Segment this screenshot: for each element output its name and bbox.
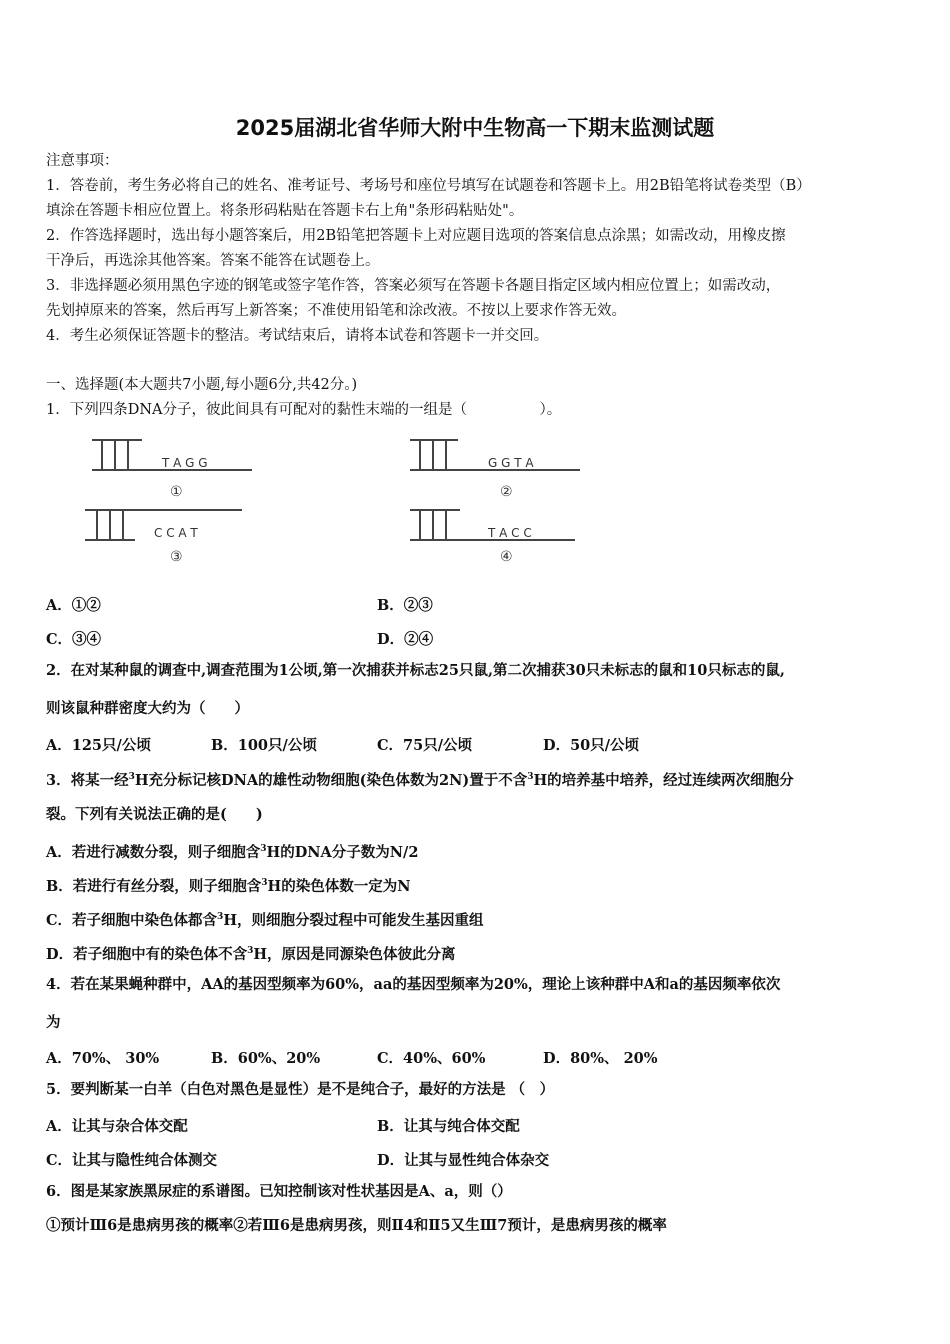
question-2-stem-cont: 则该鼠种群密度大约为（ ） — [46, 700, 249, 717]
q1-option-d[interactable]: D．②④ — [377, 631, 434, 648]
q3-option-b[interactable]: B．若进行有丝分裂，则子细胞含$^3$H的染色体数一定为N — [46, 877, 411, 895]
section-heading: 一、选择题(本大题共7小题,每小题6分,共42分。) — [46, 377, 358, 393]
question-4-stem: 4．若在某果蝇种群中，AA的基因型频率为60%，aa的基因型频率为20%，理论上该种群中A和a的基因频率依次 — [46, 976, 781, 993]
question-5-stem: 5．要判断某一白羊（白色对黑色是显性）是不是纯合子，最好的方法是 （ ） — [46, 1081, 555, 1098]
q5-option-c[interactable]: C．让其与隐性纯合体测交 — [46, 1152, 218, 1169]
notice-line: 填涂在答题卡相应位置上。将条形码粘贴在答题卡右上角"条形码粘贴处"。 — [46, 203, 524, 219]
page-title: 2025届湖北省华师大附中生物高一下期末监测试题 — [235, 116, 715, 140]
fragment-1-label: ① — [170, 484, 183, 500]
q4-option-c[interactable]: C．40%、60% — [377, 1050, 486, 1067]
fragment-1-sequence: T A G G — [162, 456, 208, 470]
q2-option-a[interactable]: A．125只/公顷 — [46, 737, 151, 754]
q2-option-c[interactable]: C．75只/公顷 — [377, 737, 473, 754]
q4-option-d[interactable]: D．80%、 20% — [543, 1050, 658, 1067]
q3-option-d[interactable]: D．若子细胞中有的染色体不含$^3$H，原因是同源染色体彼此分离 — [46, 945, 456, 963]
notice-line: 4．考生必须保证答题卡的整洁。考试结束后，请将本试卷和答题卡一并交回。 — [46, 328, 549, 344]
fragment-2-sequence: G G T A — [488, 456, 534, 470]
notice-heading: 注意事项： — [46, 153, 119, 169]
question-6-stem: 6．图是某家族黑尿症的系谱图。已知控制该对性状基因是A、a，则（） — [46, 1183, 512, 1200]
q4-option-a[interactable]: A．70%、 30% — [46, 1050, 160, 1067]
q1-option-c[interactable]: C．③④ — [46, 631, 102, 648]
notice-line: 先划掉原来的答案，然后再写上新答案；不准使用铅笔和涂改液。不按以上要求作答无效。 — [46, 303, 626, 319]
notice-line: 2．作答选择题时，选出每小题答案后，用2B铅笔把答题卡上对应题目选项的答案信息点涂黑；如需改动，用橡皮擦 — [46, 228, 786, 244]
q4-option-b[interactable]: B．60%、20% — [211, 1050, 321, 1067]
q5-option-a[interactable]: A．让其与杂合体交配 — [46, 1118, 188, 1135]
notice-line: 干净后，再选涂其他答案。答案不能答在试题卷上。 — [46, 253, 380, 269]
q2-option-d[interactable]: D．50只/公顷 — [543, 737, 640, 754]
q3-option-a[interactable]: A．若进行减数分裂，则子细胞含$^3$H的DNA分子数为N/2 — [46, 843, 419, 861]
q1-option-a[interactable]: A．①② — [46, 597, 101, 614]
fragment-3-sequence: C C A T — [154, 526, 198, 540]
q5-option-b[interactable]: B．让其与纯合体交配 — [377, 1118, 520, 1135]
question-2-stem: 2．在对某种鼠的调查中,调查范围为1公顷,第一次捕获并标志25只鼠,第二次捕获30只未标志的鼠和10只标志的鼠, — [46, 662, 785, 679]
fragment-4-label: ④ — [500, 549, 513, 565]
fragment-4-sequence: T A C C — [488, 526, 532, 540]
q3-option-c[interactable]: C．若子细胞中染色体都含$^3$H，则细胞分裂过程中可能发生基因重组 — [46, 911, 484, 929]
question-6-stem-cont: ①预计Ⅲ6是患病男孩的概率②若Ⅲ6是患病男孩，则Ⅱ4和Ⅱ5又生Ⅲ7预计，是患病男孩的概率 — [46, 1217, 667, 1234]
question-1-stem: 1．下列四条DNA分子，彼此间具有可配对的黏性末端的一组是（ ）。 — [46, 402, 562, 418]
fragment-3-label: ③ — [170, 549, 183, 565]
q1-option-b[interactable]: B．②③ — [377, 597, 433, 614]
dna-sticky-ends-figure — [80, 430, 590, 570]
question-3-stem: 3．将某一经$^3$H充分标记核DNA的雄性动物细胞(染色体数为2N)置于不含$^3$H的培养基中培养，经过连续两次细胞分 — [46, 771, 794, 789]
notice-line: 1．答卷前，考生务必将自己的姓名、准考证号、考场号和座位号填写在试题卷和答题卡上。用2B铅笔将试卷类型（B） — [46, 178, 811, 194]
notice-line: 3．非选择题必须用黑色字迹的钢笔或签字笔作答，答案必须写在答题卡各题目指定区域内相应位置上；如需改动， — [46, 278, 781, 294]
question-4-stem-cont: 为 — [46, 1014, 61, 1031]
q5-option-d[interactable]: D．让其与显性纯合体杂交 — [377, 1152, 550, 1169]
question-3-stem-cont: 裂。下列有关说法正确的是( ) — [46, 806, 263, 823]
q2-option-b[interactable]: B．100只/公顷 — [211, 737, 317, 754]
fragment-2-label: ② — [500, 484, 513, 500]
